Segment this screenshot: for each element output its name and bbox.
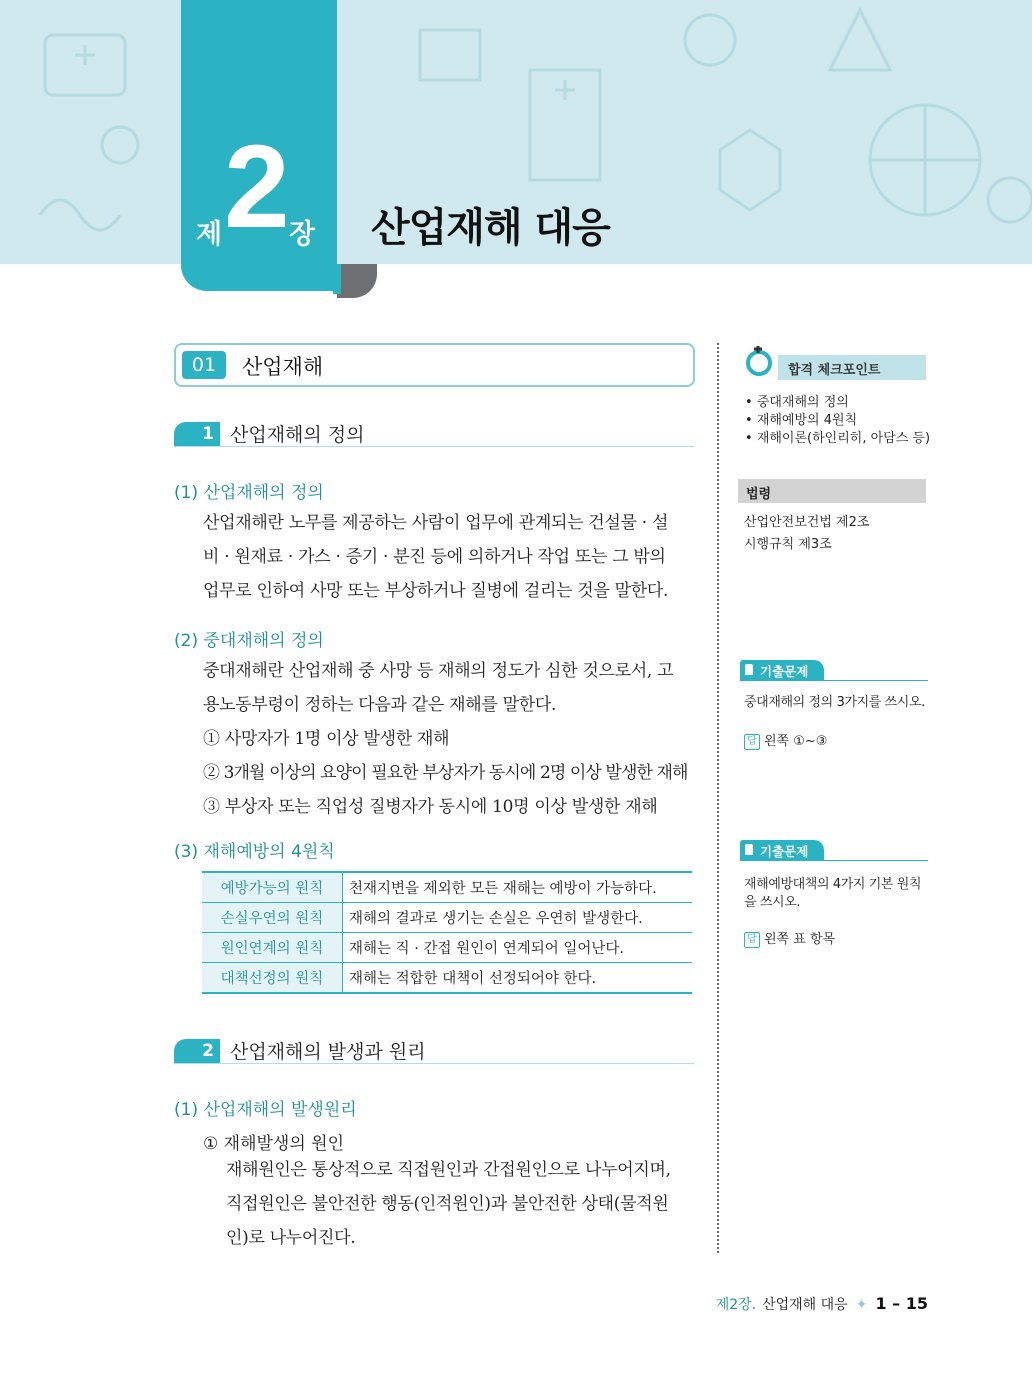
leaf-icon xyxy=(988,178,1032,222)
paragraph-industrial-accident xyxy=(203,506,668,608)
chapter-suffix: 장 xyxy=(289,219,316,250)
answer-text: 왼쪽 ①~③ xyxy=(764,734,828,749)
subsection-1-badge: 1 xyxy=(174,422,220,446)
item-heading: (1) 산업재해의 정의 xyxy=(174,483,324,503)
answer-badge: 답 xyxy=(744,932,760,948)
law-line: 산업안전보건법 제2조 xyxy=(744,515,870,530)
text-line: 업무로 인하여 사망 또는 부상하거나 질병에 걸리는 것을 말한다. xyxy=(203,581,669,601)
chapter-title: 산업재해 대응 xyxy=(371,205,610,251)
exam-icon xyxy=(745,664,753,675)
exam-underline xyxy=(740,680,928,681)
exam-tag-label: 기출문제 xyxy=(760,664,809,679)
section-title: 산업재해 xyxy=(242,355,324,379)
law-bar xyxy=(738,479,926,503)
table-row xyxy=(202,872,692,903)
law-references xyxy=(744,512,869,556)
footer-chapter: 제2장. xyxy=(715,1297,757,1313)
list-item: ① 사망자가 1명 이상 발생한 재해 xyxy=(203,729,450,749)
checkpoint-bar xyxy=(778,355,926,380)
checkpoint-magnifier-icon xyxy=(744,346,774,376)
exam-question: 중대재해의 정의 3가지를 쓰시오. xyxy=(744,695,925,710)
checkpoint-list xyxy=(745,394,930,448)
factory-icon xyxy=(420,30,480,80)
table-row xyxy=(202,963,692,994)
list-item: ② 3개월 이상의 요양이 필요한 부상자가 동시에 2명 이상 발생한 재해 xyxy=(203,763,688,783)
chapter-number: 2 xyxy=(224,121,288,253)
exam-answer xyxy=(744,730,827,750)
warning-icon xyxy=(830,10,890,70)
exam-answer xyxy=(744,928,835,948)
chapter-tab-fold xyxy=(337,264,377,298)
principle-description: 천재지변을 제외한 모든 재해는 예방이 가능하다. xyxy=(343,872,693,903)
subsection-2-title: 산업재해의 발생과 원리 xyxy=(230,1041,426,1063)
item-heading: (2) 중대재해의 정의 xyxy=(174,631,324,651)
exam-underline xyxy=(740,860,928,861)
section-number: 01 xyxy=(182,351,226,379)
exam-tag xyxy=(740,840,824,860)
checkpoint-item: • 재해이론(하인리히, 아담스 등) xyxy=(745,430,930,448)
principle-description: 재해의 결과로 생기는 손실은 우연히 발생한다. xyxy=(343,903,693,933)
principle-name: 예방가능의 원칙 xyxy=(202,872,343,903)
shield-icon xyxy=(720,130,780,210)
point-heading: ① 재해발생의 원인 xyxy=(203,1134,345,1154)
page-footer xyxy=(716,1294,928,1314)
list-item: ③ 부상자 또는 직업성 질병자가 동시에 10명 이상 발생한 재해 xyxy=(203,797,658,817)
law-label: 법령 xyxy=(746,487,772,502)
checkpoint-item: • 중대재해의 정의 xyxy=(745,394,930,412)
subsection-2-badge: 2 xyxy=(174,1039,220,1063)
exam-tag xyxy=(740,660,824,680)
text-line: 중대재해란 산업재해 중 사망 등 재해의 정도가 심한 것으로서, 고 xyxy=(203,661,674,681)
checkpoint-label: 합격 체크포인트 xyxy=(788,363,881,378)
paragraph-accident-cause xyxy=(226,1153,671,1255)
sun-icon xyxy=(685,15,735,65)
chapter-prefix: 제 xyxy=(196,219,223,250)
subsection-1-title: 산업재해의 정의 xyxy=(230,424,365,446)
answer-badge: 답 xyxy=(744,734,760,750)
text-line: 직접원인은 불안전한 행동(인적원인)과 불안전한 상태(물적원 xyxy=(226,1194,669,1214)
item-heading: (3) 재해예방의 4원칙 xyxy=(174,842,335,862)
principle-name: 손실우연의 원칙 xyxy=(202,903,343,933)
footer-title: 산업재해 대응 xyxy=(762,1297,848,1313)
text-line: 산업재해란 노무를 제공하는 사람이 업무에 관계되는 건설물 · 설 xyxy=(203,513,669,533)
exam-question: 재해예방대책의 4가지 기본 원칙을 쓰시오. xyxy=(744,877,922,910)
principle-name: 원인연계의 원칙 xyxy=(202,933,343,963)
column-divider xyxy=(717,343,719,1253)
section-header xyxy=(174,343,695,387)
star-icon: ✦ xyxy=(855,1297,868,1313)
principle-description: 재해는 직 · 간접 원인이 연계되어 일어난다. xyxy=(343,933,693,963)
heart-icon xyxy=(40,200,120,230)
text-line: 인)로 나누어진다. xyxy=(226,1228,356,1248)
item-heading: (1) 산업재해의 발생원리 xyxy=(174,1100,357,1120)
text-line: 재해원인은 통상적으로 직접원인과 간접원인으로 나누어지며, xyxy=(226,1160,671,1180)
page-number: 1 – 15 xyxy=(875,1294,928,1313)
paragraph-serious-accident xyxy=(203,654,688,824)
principle-name: 대책선정의 원칙 xyxy=(202,963,343,994)
exam-icon xyxy=(745,844,753,855)
exam-tag-label: 기출문제 xyxy=(760,844,809,859)
dot-circle-icon xyxy=(102,127,138,163)
subsection-2-underline xyxy=(174,1063,694,1064)
table-row xyxy=(202,903,692,933)
answer-text: 왼쪽 표 항목 xyxy=(764,932,836,947)
text-line: 용노동부령이 정하는 다음과 같은 재해를 말한다. xyxy=(203,695,557,715)
prevention-principles-table xyxy=(202,871,692,994)
table-row xyxy=(202,933,692,963)
law-line: 시행규칙 제3조 xyxy=(744,537,832,552)
text-line: 비 · 원재료 · 가스 · 증기 · 분진 등에 의하거나 작업 또는 그 밖의 xyxy=(203,547,666,567)
checkpoint-item: • 재해예방의 4원칙 xyxy=(745,412,930,430)
principle-description: 재해는 적합한 대책이 선정되어야 한다. xyxy=(343,963,693,994)
subsection-1-underline xyxy=(174,446,694,447)
